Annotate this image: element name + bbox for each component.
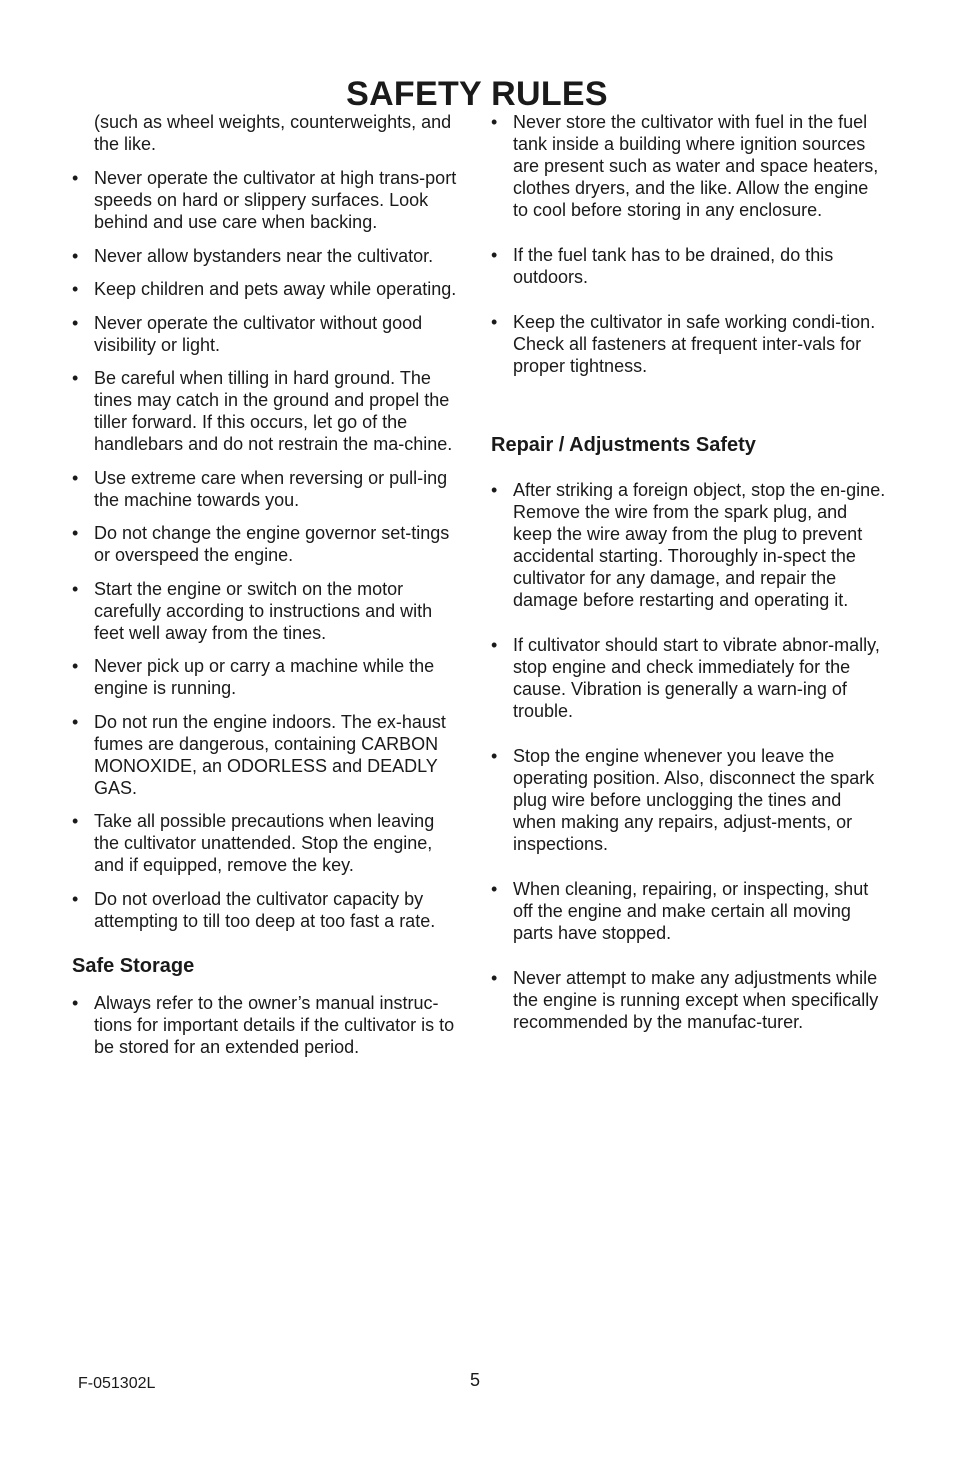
list-item: • Do not overload the cultivator capacity by attempting to till too deep at too fast a rate. bbox=[72, 888, 436, 931]
bullet-icon: • bbox=[72, 992, 79, 1013]
list-item: • Stop the engine whenever you leave the operating position. Also, disconnect the spark plug wire before unclogging the tines and when making any repairs, adjust-ments, or inspections. bbox=[491, 746, 875, 854]
list-item: • Never operate the cultivator without good visibility or light. bbox=[72, 312, 423, 355]
bullet-icon: • bbox=[491, 879, 498, 899]
page-title: SAFETY RULES bbox=[346, 75, 608, 113]
list-item: • Never pick up or carry a machine while the engine is running. bbox=[72, 656, 435, 698]
bullet-icon: • bbox=[72, 467, 79, 488]
bullet-icon: • bbox=[491, 245, 498, 265]
list-item: • Keep children and pets away while operating. bbox=[72, 279, 457, 299]
document-code: F-051302L bbox=[78, 1375, 156, 1392]
bullet-icon: • bbox=[72, 888, 79, 909]
list-item: • Keep the cultivator in safe working condi-tion. Check all fasteners at frequent inter-vals for proper tightness. bbox=[491, 312, 876, 376]
list-item: • Never allow bystanders near the cultivator. bbox=[72, 245, 434, 266]
left-column bbox=[72, 111, 464, 1069]
bullet-icon: • bbox=[72, 711, 79, 732]
bullet-icon: • bbox=[491, 312, 498, 332]
list-item: • Be careful when tilling in hard ground. The tines may catch in the ground and propel the tiller forward. If this occurs, let go of the handlebars and do not restrain the ma-chine. bbox=[72, 368, 453, 454]
bullet-icon: • bbox=[72, 245, 79, 266]
bullet-icon: • bbox=[72, 523, 79, 543]
list-item: • Always refer to the owner’s manual instruc-tions for important details if the cultivator is to be stored for an extended period. bbox=[72, 992, 455, 1057]
list-item: • After striking a foreign object, stop the en-gine. Remove the wire from the spark plug, and keep the wire away from the plug to prevent accidental starting. Thoroughly in-spect the cultivator for any damage, and repair the damage before restarting and operating it. bbox=[491, 480, 886, 610]
list-item: • Take all possible precautions when leaving the cultivator unattended. Stop the engine, and if equipped, remove the key. bbox=[72, 811, 435, 875]
bullet-icon: • bbox=[72, 811, 79, 831]
bullet-icon: • bbox=[72, 368, 79, 388]
section-heading-safe-storage: Safe Storage bbox=[72, 954, 195, 977]
right-column bbox=[491, 111, 886, 1056]
list-item: • When cleaning, repairing, or inspecting, shut off the engine and make certain all moving parts have stopped. bbox=[491, 879, 869, 943]
bullet-icon: • bbox=[491, 112, 498, 132]
bullet-icon: • bbox=[72, 312, 79, 333]
list-item: • Start the engine or switch on the motor carefully according to instructions and with feet well away from the tines. bbox=[72, 578, 433, 643]
section-heading-repair-adjustments: Repair / Adjustments Safety bbox=[491, 434, 756, 456]
bullet-icon: • bbox=[72, 168, 79, 188]
list-item: • Do not change the engine governor set-tings or overspeed the engine. bbox=[72, 523, 450, 565]
list-item: • Never operate the cultivator at high trans-port speeds on hard or slippery surfaces. Look behind and use care when backing. bbox=[72, 168, 457, 232]
page-number: 5 bbox=[470, 1370, 481, 1390]
list-item: • If the fuel tank has to be drained, do this outdoors. bbox=[491, 245, 834, 287]
bullet-icon: • bbox=[491, 480, 498, 500]
list-item: • Never store the cultivator with fuel in the fuel tank inside a building where ignition sources are present such as water and space heaters, clothes dryers, and the like. Allow the engine to cool before storing in any enclosure. bbox=[491, 112, 879, 220]
bullet-icon: • bbox=[72, 578, 79, 599]
bullet-icon: • bbox=[491, 968, 498, 988]
list-item: • If cultivator should start to vibrate abnor-mally, stop engine and check immediately for the cause. Vibration is generally a warn-ing of trouble. bbox=[491, 635, 880, 721]
bullet-icon: • bbox=[72, 279, 79, 299]
list-item: • Use extreme care when reversing or pull-ing the machine towards you. bbox=[72, 467, 448, 510]
bullet-icon: • bbox=[72, 656, 79, 676]
continuation-text: (such as wheel weights, counterweights, and the like. bbox=[94, 112, 452, 154]
list-item: • Never attempt to make any adjustments while the engine is running except when specifically recommended by the manufac-turer. bbox=[491, 968, 879, 1032]
list-item: • Do not run the engine indoors. The ex-haust fumes are dangerous, containing CARBON MONOXIDE, an ODORLESS and DEADLY GAS. bbox=[72, 711, 446, 798]
bullet-icon: • bbox=[491, 635, 498, 655]
bullet-icon: • bbox=[491, 746, 498, 766]
